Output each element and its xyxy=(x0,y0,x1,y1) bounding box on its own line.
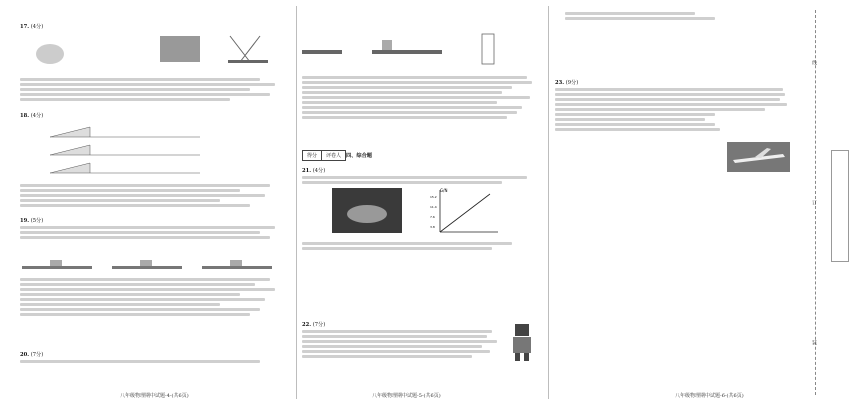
page-footer: 八年级物理期中试题-5-(共6页) xyxy=(372,393,441,399)
q17-figures xyxy=(30,32,280,72)
page-divider xyxy=(296,6,297,399)
graph-tick: 3.8 xyxy=(430,225,435,229)
question-number: 18. xyxy=(20,113,30,119)
exam-page-6 xyxy=(555,0,795,405)
question-score: (4分) xyxy=(312,168,326,174)
exam-page-4 xyxy=(20,0,290,405)
graph-tick: 11.4 xyxy=(430,205,437,209)
question-number: 20. xyxy=(20,352,30,358)
question-score: (7分) xyxy=(312,322,326,328)
graph-tick: 15.2 xyxy=(430,195,437,199)
q20-balance-figures xyxy=(302,30,537,70)
grader-label: 评卷人 xyxy=(326,153,342,159)
q23-airplane-image xyxy=(727,142,790,172)
binding-label: 订 xyxy=(811,200,817,206)
q19-friction-figures xyxy=(20,254,280,274)
binding-strip xyxy=(801,0,861,405)
q21-rover-image xyxy=(332,188,402,233)
score-label: 得分 xyxy=(303,151,322,160)
q19-body xyxy=(20,276,280,318)
question-20 xyxy=(20,352,280,365)
binding-label: 装 xyxy=(811,340,817,346)
question-number: 21. xyxy=(302,168,312,174)
question-number: 17. xyxy=(20,24,30,30)
section-heading xyxy=(346,153,372,159)
question-21 xyxy=(302,168,537,186)
q21-graph xyxy=(430,188,500,238)
name-field-lines xyxy=(831,150,849,262)
q18-body xyxy=(20,182,280,209)
question-number: 22. xyxy=(302,322,312,328)
q18-ramp-figures xyxy=(50,125,210,180)
q20-body xyxy=(302,74,537,121)
question-18 xyxy=(20,113,280,119)
question-17 xyxy=(20,24,280,30)
question-number: 19. xyxy=(20,218,30,224)
question-score: (4分) xyxy=(30,24,44,30)
q22-robot-image xyxy=(507,322,537,362)
question-score: (9分) xyxy=(565,80,579,86)
question-score: (7分) xyxy=(30,352,44,358)
q22-continued xyxy=(565,10,765,22)
section-title: 四、综合题 xyxy=(346,153,372,159)
question-19 xyxy=(20,218,280,241)
question-score: (4分) xyxy=(30,113,44,119)
page-footer: 八年级物理期中试题-6-(共6页) xyxy=(675,393,744,399)
binding-label: 线 xyxy=(811,60,817,66)
question-23 xyxy=(555,80,790,133)
exam-page-5 xyxy=(302,0,542,405)
graph-tick: 7.6 xyxy=(430,215,435,219)
q21-subquestions xyxy=(302,240,537,252)
score-box xyxy=(302,150,346,161)
question-number: 23. xyxy=(555,80,565,86)
graph-title: G/N xyxy=(440,188,448,193)
q17-body xyxy=(20,76,280,103)
page-divider xyxy=(548,6,549,399)
page-footer: 八年级物理期中试题-4-(共6页) xyxy=(120,393,189,399)
question-score: (5分) xyxy=(30,218,44,224)
question-22 xyxy=(302,322,537,360)
